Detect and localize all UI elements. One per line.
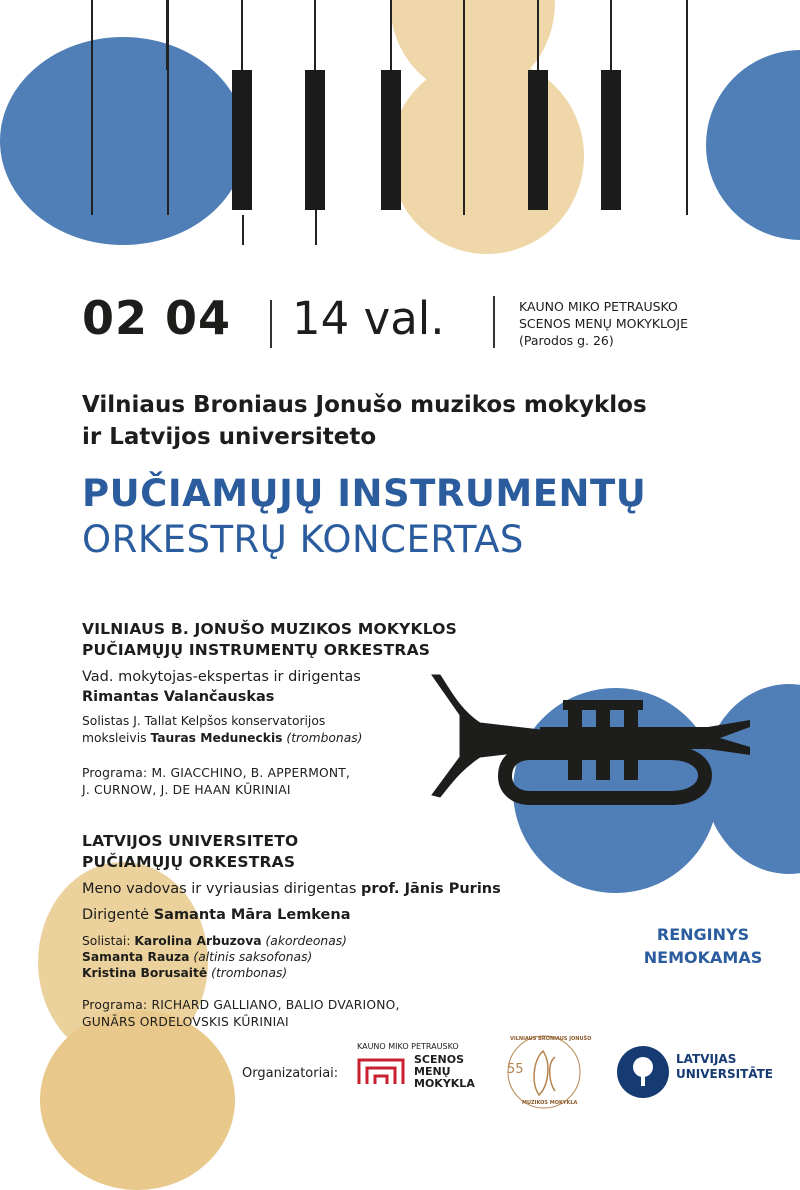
section1-heading: PUČIAMŲJŲ INSTRUMENTŲ ORKESTRAS (82, 641, 431, 659)
section1-conductor-role: Vad. mokytojas-ekspertas ir dirigentas (82, 669, 361, 685)
section2-program: Programa: RICHARD GALLIANO, BALIO DVARIONO, (82, 998, 400, 1012)
section2-soloist: Samanta Rauza (altinis saksofonas) (82, 950, 313, 964)
page-subtitle: ORKESTRŲ KONCERTAS (82, 518, 524, 561)
event-date: 02 04 (82, 291, 232, 345)
section2-conductor: Dirigentė Samanta Māra Lemkena (82, 907, 351, 923)
venue-line: SCENOS MENŲ MOKYKLOJE (519, 316, 688, 331)
blue-circle-left (0, 37, 246, 245)
section1-soloist-name: Tauras Meduneckis (150, 731, 283, 745)
separator (270, 300, 272, 348)
section1-soloist-line2: moksleivis Tauras Meduneckis (trombonas) (82, 731, 363, 745)
free-badge: RENGINYS (656, 925, 750, 944)
section2-heading: LATVIJOS UNIVERSITETO (82, 832, 299, 850)
free-badge: NEMOKAMAS (643, 948, 763, 967)
intro-line: ir Latvijos universiteto (82, 424, 377, 450)
venue-line: KAUNO MIKO PETRAUSKO (519, 299, 678, 314)
venue-address: (Parodos g. 26) (519, 333, 614, 348)
section1-soloist-instrument: (trombonas) (286, 731, 363, 745)
organizers-label: Organizatoriai: (242, 1066, 339, 1081)
school-mark-icon (357, 1056, 405, 1086)
section2-soloist: Kristina Borusaitė (trombonas) (82, 966, 288, 980)
section2-soloist: Solistai: Karolina Arbuzova (akordeonas) (82, 934, 347, 948)
trumpet-icon (420, 665, 760, 835)
intro-line: Vilniaus Broniaus Jonušo muzikos mokyklos (82, 392, 647, 418)
tan-circle-bottom (40, 1010, 235, 1190)
event-time: 14 val. (292, 292, 445, 345)
section2-heading: PUČIAMŲJŲ ORKESTRAS (82, 853, 296, 871)
section1-heading: VILNIAUS B. JONUŠO MUZIKOS MOKYKLOS (82, 620, 457, 638)
section2-director: Meno vadovas ir vyriausias dirigentas prof. Jānis Purins (82, 881, 501, 897)
section2-director-name: prof. Jānis Purins (361, 881, 501, 897)
separator (493, 296, 495, 348)
page-title: PUČIAMŲJŲ INSTRUMENTŲ (82, 472, 647, 515)
tan-circle-middle (390, 58, 584, 254)
section1-conductor-name: Rimantas Valančauskas (82, 689, 275, 705)
section2-program: GUNĀRS ORDELOVSKIS KŪRINIAI (82, 1015, 289, 1029)
section1-program: Programa: M. GIACCHINO, B. APPERMONT, (82, 766, 351, 780)
tree-icon (630, 1056, 656, 1088)
section1-soloist-line: Solistas J. Tallat Kelpšos konservatorijos (82, 714, 326, 728)
section2-conductor-name: Samanta Māra Lemkena (153, 907, 351, 923)
blue-circle-right (706, 50, 800, 240)
section1-program: J. CURNOW, J. DE HAAN KŪRINIAI (82, 783, 291, 797)
